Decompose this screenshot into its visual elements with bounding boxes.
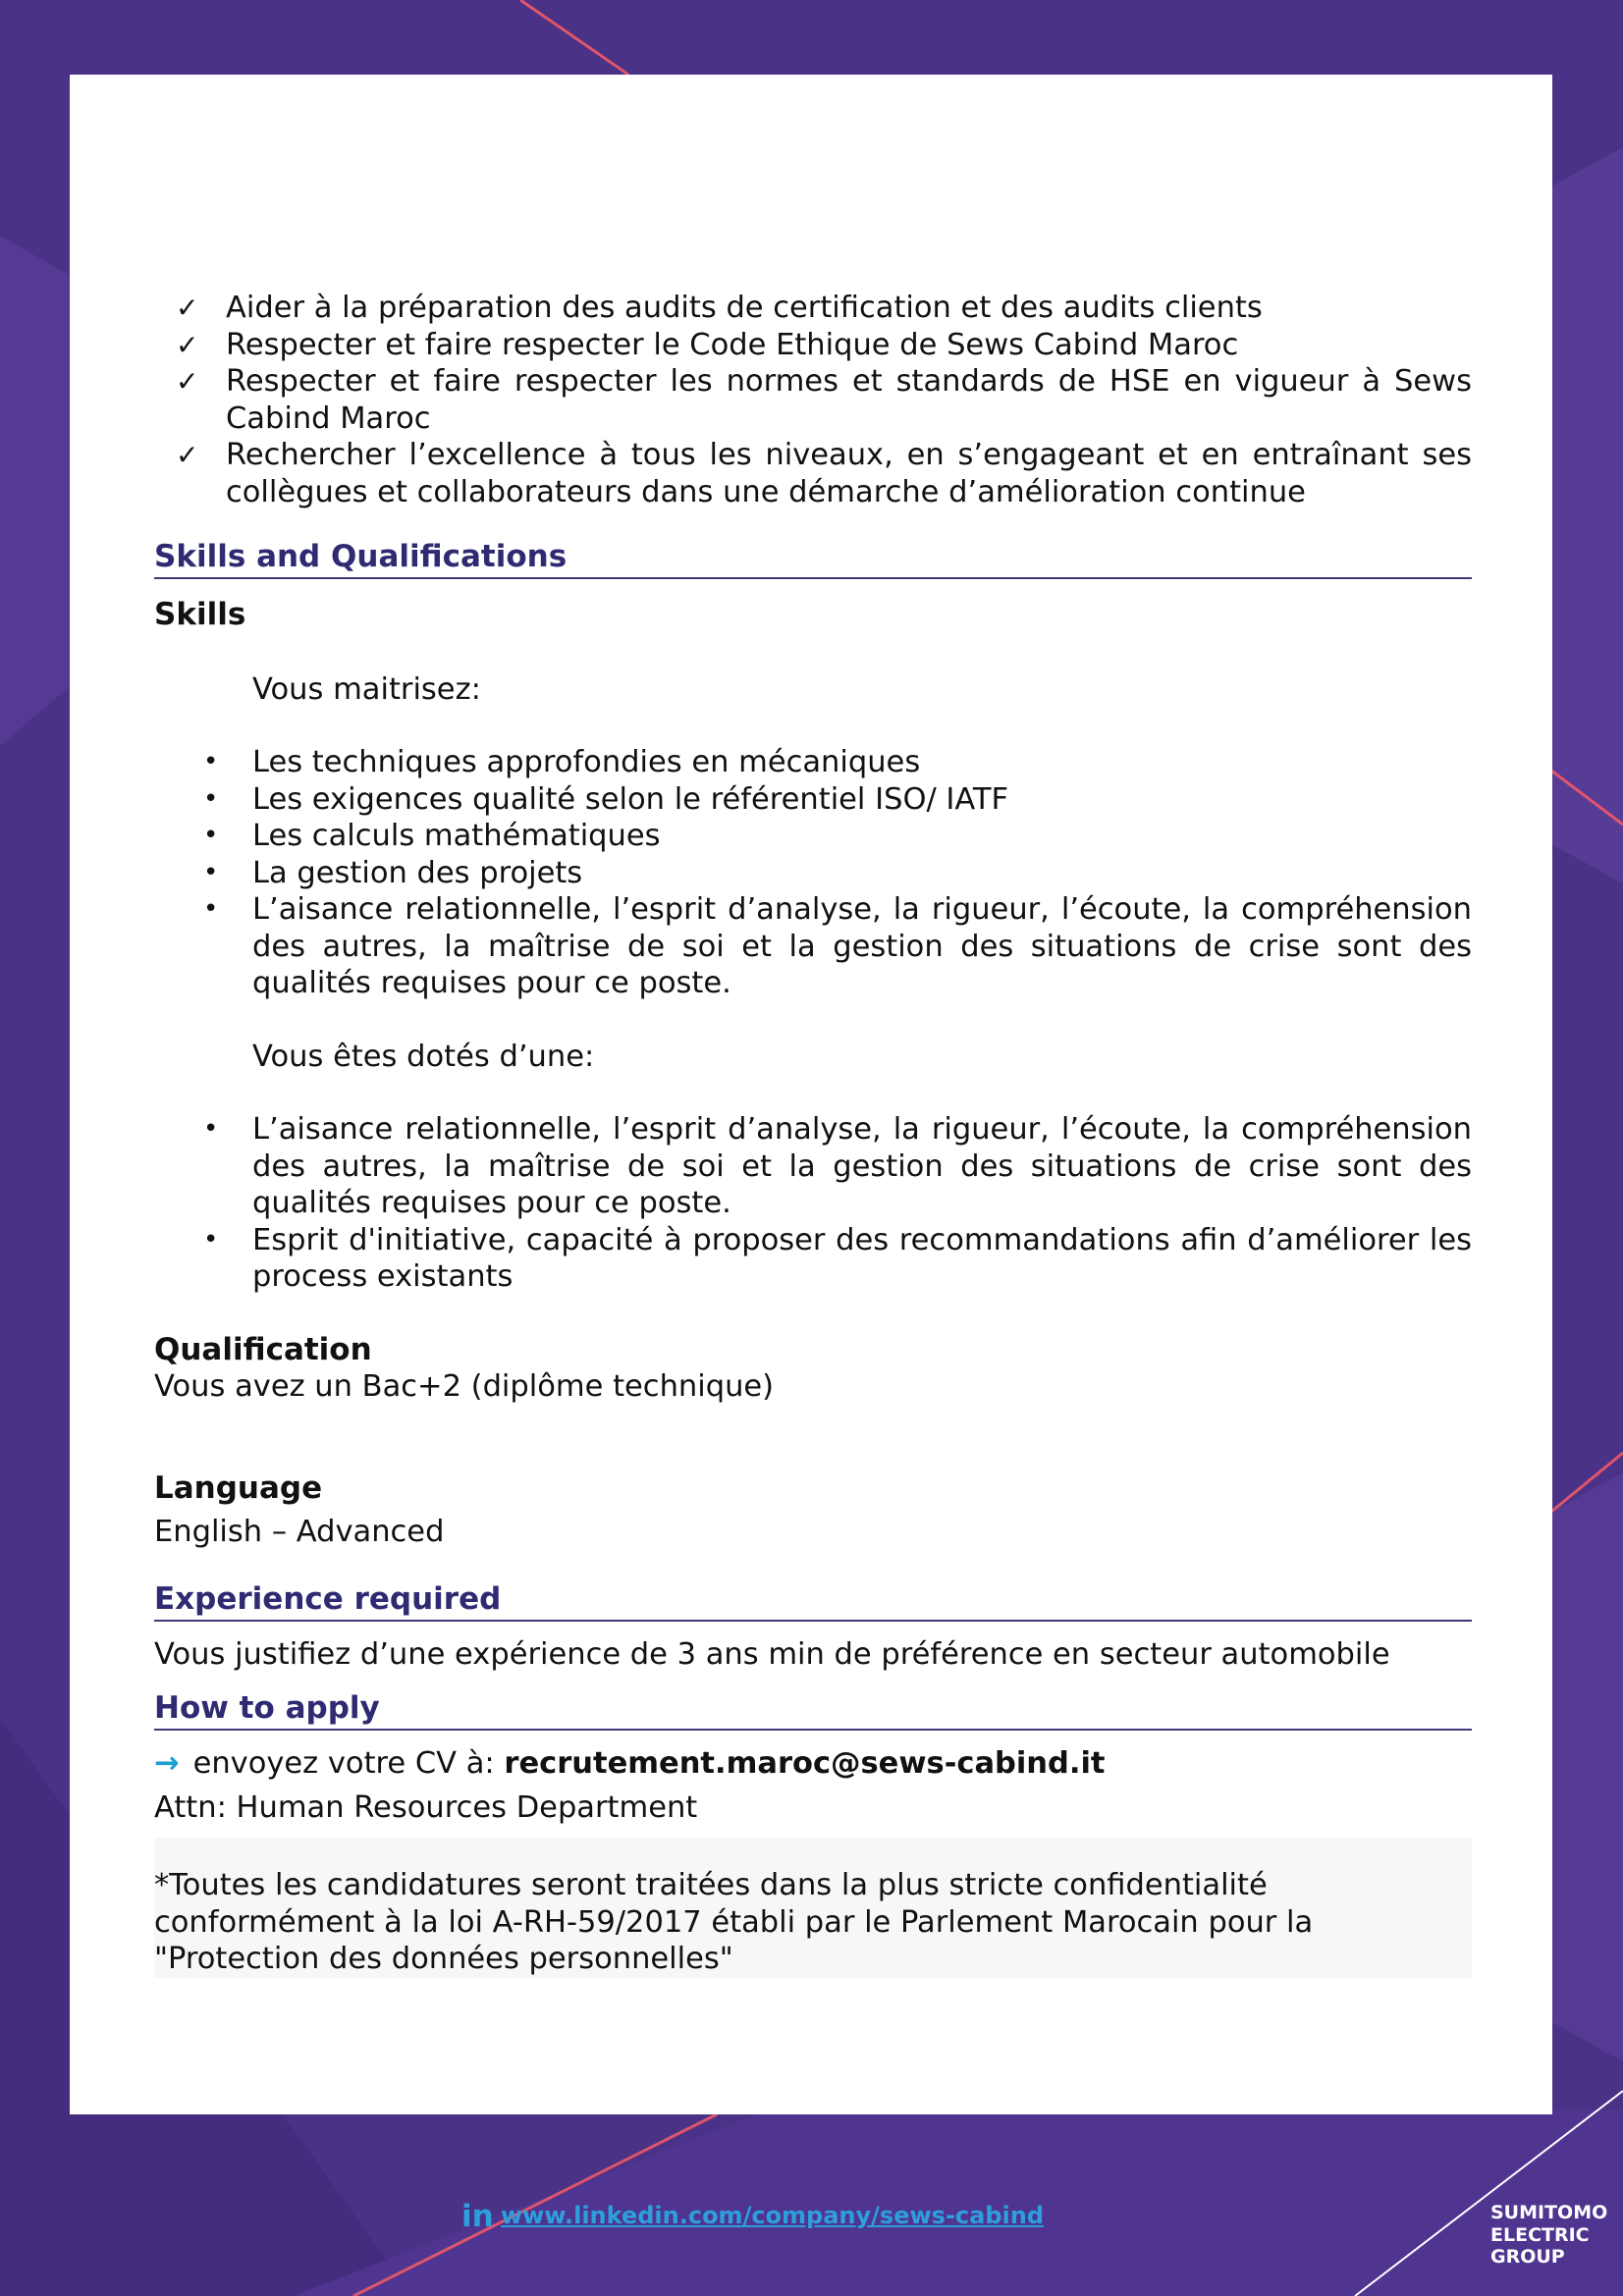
checkmark-icon: ✓ — [176, 328, 199, 361]
contact-email[interactable]: recrutement.maroc@sews-cabind.it — [504, 1746, 1106, 1781]
language-heading: Language — [154, 1469, 323, 1506]
attn-line: Attn: Human Resources Department — [154, 1789, 698, 1825]
section-title-experience: Experience required — [154, 1581, 1472, 1622]
mastery-intro: Vous maitrisez: — [252, 671, 481, 707]
mastery-list — [154, 744, 1472, 1002]
bullet-icon: • — [203, 894, 219, 924]
skills-heading: Skills — [154, 597, 246, 632]
list-item: ✓ Respecter et faire respecter les normes et standards de HSE en vigueur à Sews Cabind Maroc — [176, 364, 1472, 436]
section-title-skills-qualifications: Skills and Qualifications — [154, 539, 1472, 579]
linkedin-link[interactable]: www.linkedin.com/company/sews-cabind — [501, 2202, 1044, 2229]
linkedin-icon[interactable]: in — [461, 2199, 494, 2234]
list-item: ✓ Respecter et faire respecter le Code Ethique de Sews Cabind Maroc — [176, 327, 1239, 362]
bullet-icon: • — [203, 1114, 219, 1144]
apply-line — [154, 1745, 1472, 1783]
checkmark-icon: ✓ — [176, 365, 199, 398]
qualification-text: Vous avez un Bac+2 (diplôme technique) — [154, 1369, 775, 1404]
list-item: • Les exigences qualité selon le référentiel ISO/ IATF — [203, 781, 1009, 817]
list-item: ✓ Rechercher l’excellence à tous les niveaux, en s’engageant et en entraînant ses collègues et collaborateurs dans une démarche d’amélioration continue — [176, 438, 1472, 509]
bullet-icon: • — [203, 747, 219, 776]
bullet-icon: • — [203, 1224, 219, 1255]
bullet-icon: • — [203, 783, 219, 814]
qualities-list — [154, 1111, 1472, 1296]
list-item: ✓ Aider à la préparation des audits de certification et des audits clients — [176, 291, 1263, 325]
checkmark-icon: ✓ — [176, 292, 199, 324]
list-item: • Les calculs mathématiques — [203, 819, 661, 853]
list-item: • Esprit d'initiative, capacité à proposer des recommandations afin d’améliorer les process existants — [203, 1222, 1472, 1294]
bullet-icon: • — [203, 821, 219, 850]
qualification-heading: Qualification — [154, 1331, 372, 1367]
sumitomo-logo: SUMITOMO ELECTRIC GROUP — [1490, 2202, 1608, 2268]
experience-text: Vous justifiez d’une expérience de 3 ans min de préférence en secteur automobile — [154, 1636, 1390, 1672]
list-item: • La gestion des projets — [203, 855, 583, 890]
language-text: English – Advanced — [154, 1515, 445, 1549]
responsibilities-list — [154, 290, 1472, 510]
confidentiality-notice: *Toutes les candidatures seront traitées dans la plus stricte confidentialité conformément à la loi A-RH-59/2017 établi par le Parlement Marocain pour la "Protection des données personnelles" — [154, 1838, 1472, 1978]
list-item: • L’aisance relationnelle, l’esprit d’analyse, la rigueur, l’écoute, la compréhension des autres, la maîtrise de soi et la gestion des situations de crise sont des qualités requises pour ce poste. — [203, 1112, 1472, 1220]
send-label: envoyez votre CV à: — [192, 1746, 495, 1781]
section-title-how-to-apply: How to apply — [154, 1690, 1472, 1731]
list-item: • Les techniques approfondies en mécaniques — [203, 745, 921, 779]
list-item: • L’aisance relationnelle, l’esprit d’analyse, la rigueur, l’écoute, la compréhension des autres, la maîtrise de soi et la gestion des situations de crise sont des qualités requises pour ce poste. — [203, 892, 1472, 1000]
document-body — [154, 290, 1472, 1978]
bullet-icon: • — [203, 857, 219, 887]
arrow-right-icon: → — [154, 1746, 180, 1781]
checkmark-icon: ✓ — [176, 439, 199, 471]
qualities-intro: Vous êtes dotés d’une: — [252, 1039, 595, 1074]
